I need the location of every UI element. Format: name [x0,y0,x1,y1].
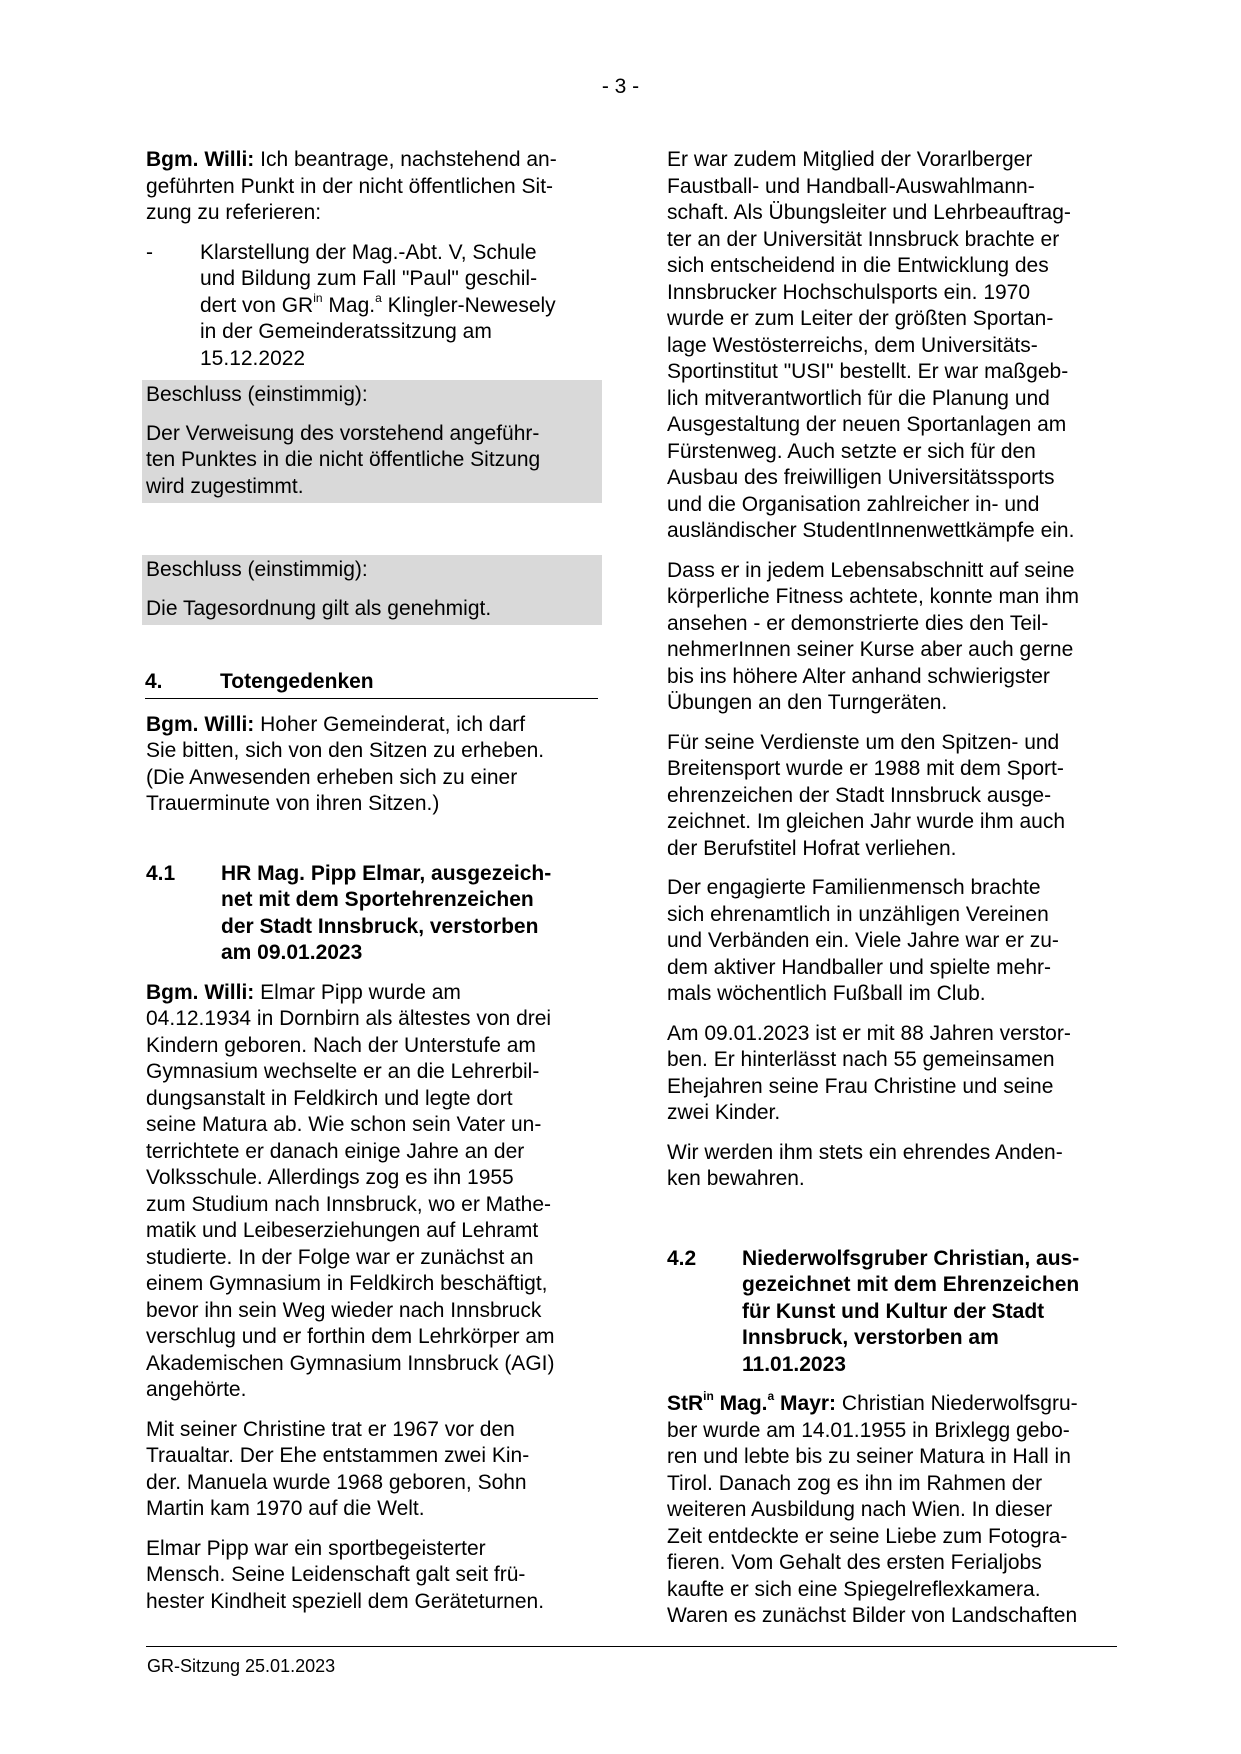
paragraph: Am 09.01.2023 ist er mit 88 Jahren verstor- ben. Er hinterlässt nach 55 gemeinsamen Ehejahren seine Frau Christine und seine zwei Kinder. [667,1021,1071,1124]
footer-text: GR-Sitzung 25.01.2023 [147,1656,336,1676]
resolution-heading: Beschluss (einstimmig): [146,383,368,406]
resolution-text: Der Verweisung des vorstehend angeführ- ten Punktes in die nicht öffentliche Sitzung wird zugestimmt. [146,421,541,498]
left-column [146,147,598,1615]
page-number: - 3 - [601,75,640,98]
subsection-heading: 4.1 HR Mag. Pipp Elmar, ausgezeich- net mit dem Sportehrenzeichen der Stadt Innsbruck, verstorben am 09.01.2023 [146,861,552,964]
subsection-heading: 4.2 Niederwolfsgruber Christian, aus- gezeichnet mit dem Ehrenzeichen für Kunst und Kultur der Stadt Innsbruck, verstorben am 11.01.2023 [667,1246,1080,1376]
paragraph: Wir werden ihm stets ein ehrendes Anden- ken bewahren. [667,1140,1063,1190]
section-heading: 4. Totengedenken [145,669,598,699]
paragraph: Mit seiner Christine trat er 1967 vor den Traualtar. Der Ehe entstammen zwei Kin- der. Manuela wurde 1968 geboren, Sohn Martin kam 1970 auf die Welt. [146,1417,530,1520]
paragraph: Er war zudem Mitglied der Vorarlberger Faustball- und Handball-Auswahlmann- schaft. Als Übungsleiter und Lehrbeauftrag- ter an der Universität Innsbruck brachte er sich entscheidend in die Entwicklung des Innsbrucker Hochschulsports ein. 1970 wurde er zum Leiter der größten Sportan- lage Westösterreichs, dem Universitäts- Sportinstitut "USI" bestellt. Er war maßgeb- lich mitverantwortlich für die Planung und Ausgestaltung der neuen Sportanlagen am Fürstenweg. Auch setzte er sich für den Ausbau des freiwilligen Universitätssports und die Organisation zahlreicher in- und ausländischer StudentInnenwettkämpfe ein. [667,148,1075,542]
paragraph: Der engagierte Familienmensch brachte sich ehrenamtlich in unzähligen Vereinen und Verbänden ein. Viele Jahre war er zu- dem aktiver Handballer und spielte mehr- mals wöchentlich Fußball im Club. [667,876,1059,1005]
paragraph: StR$^{in}$ Mag.$^a$ Mayr: Christian Niederwolfsgru- ber wurde am 14.01.1955 in Brixlegg gebo- ren und lebte bis zu seiner Matura in Hall in Tirol. Danach zog es ihn im Rahmen der weiteren Ausbildung nach Wien. In dieser Zeit entdeckte er seine Liebe zum Fotogra- fieren. Vom Gehalt des ersten Ferialjobs kaufte er sich eine Spiegelreflexkamera. Waren es zunächst Bilder von Landschaften [667,1389,1078,1627]
paragraph: Für seine Verdienste um den Spitzen- und Breitensport wurde er 1988 mit dem Sport- ehrenzeichen der Stadt Innsbruck ausge- zeichnet. Im gleichen Jahr wurde ihm auch der Berufstitel Hofrat verliehen. [667,730,1066,860]
paragraph-motion: Bgm. Willi: Ich beantrage, nachstehend an- geführten Punkt in der nicht öffentlichen Sit- zung zu referieren: [146,148,557,224]
right-column [667,147,1117,1630]
resolution-text: Die Tagesordnung gilt als genehmigt. [146,596,492,620]
paragraph: Bgm. Willi: Elmar Pipp wurde am 04.12.1934 in Dornbirn als ältestes von drei Kindern geboren. Nach der Unterstufe am Gymnasium wechselte er an die Lehrerbil- dungsanstalt in Feldkirch und legte dort seine Matura ab. Wie schon sein Vater un- terrichtete er danach einige Jahre an der Volksschule. Allerdings zog es ihn 1955 zum Studium nach Innsbruck, wo er Mathe- matik und Leibeserziehungen auf Lehramt studierte. In der Folge war er zunächst an einem Gymnasium in Feldkirch beschäftigt, bevor ihn sein Weg wieder nach Innsbruck verschlug und er forthin dem Lehrkörper am Akademischen Gymnasium Innsbruck (AGI) angehörte. [146,980,555,1401]
speaker-name: StR$^{in}$ Mag.$^a$ Mayr: [667,1389,837,1415]
resolution-box [142,380,602,503]
footer-divider [146,1646,1117,1647]
list-item: - Klarstellung der Mag.-Abt. V, Schule und Bildung zum Fall "Paul" geschil- dert von $GR^{in}$ Mag.$^a$ Klingler-Newesely in der Gemeinderatssitzung am 15.12.2022 [146,240,598,373]
resolution-box [142,555,602,625]
list-dash: - [146,240,153,264]
speaker-name: Bgm. Willi: [146,148,255,171]
paragraph: Bgm. Willi: Hoher Gemeinderat, ich darf Sie bitten, sich von den Sitzen zu erheben. (Die Anwesenden erheben sich zu einer Trauerminute von ihren Sitzen.) [146,712,545,815]
paragraph: Elmar Pipp war ein sportbegeisterter Mensch. Seine Leidenschaft galt seit frü- hester Kindheit speziell dem Geräteturnen. [146,1536,545,1613]
resolution-heading: Beschluss (einstimmig): [146,558,368,581]
paragraph: Dass er in jedem Lebensabschnitt auf seine körperliche Fitness achtete, konnte man ihm ansehen - er demonstrierte dies den Teil- nehmerInnen seiner Kurse aber auch gerne bis ins höhere Alter anhand schwierigster Übungen an den Turngeräten. [667,558,1080,714]
